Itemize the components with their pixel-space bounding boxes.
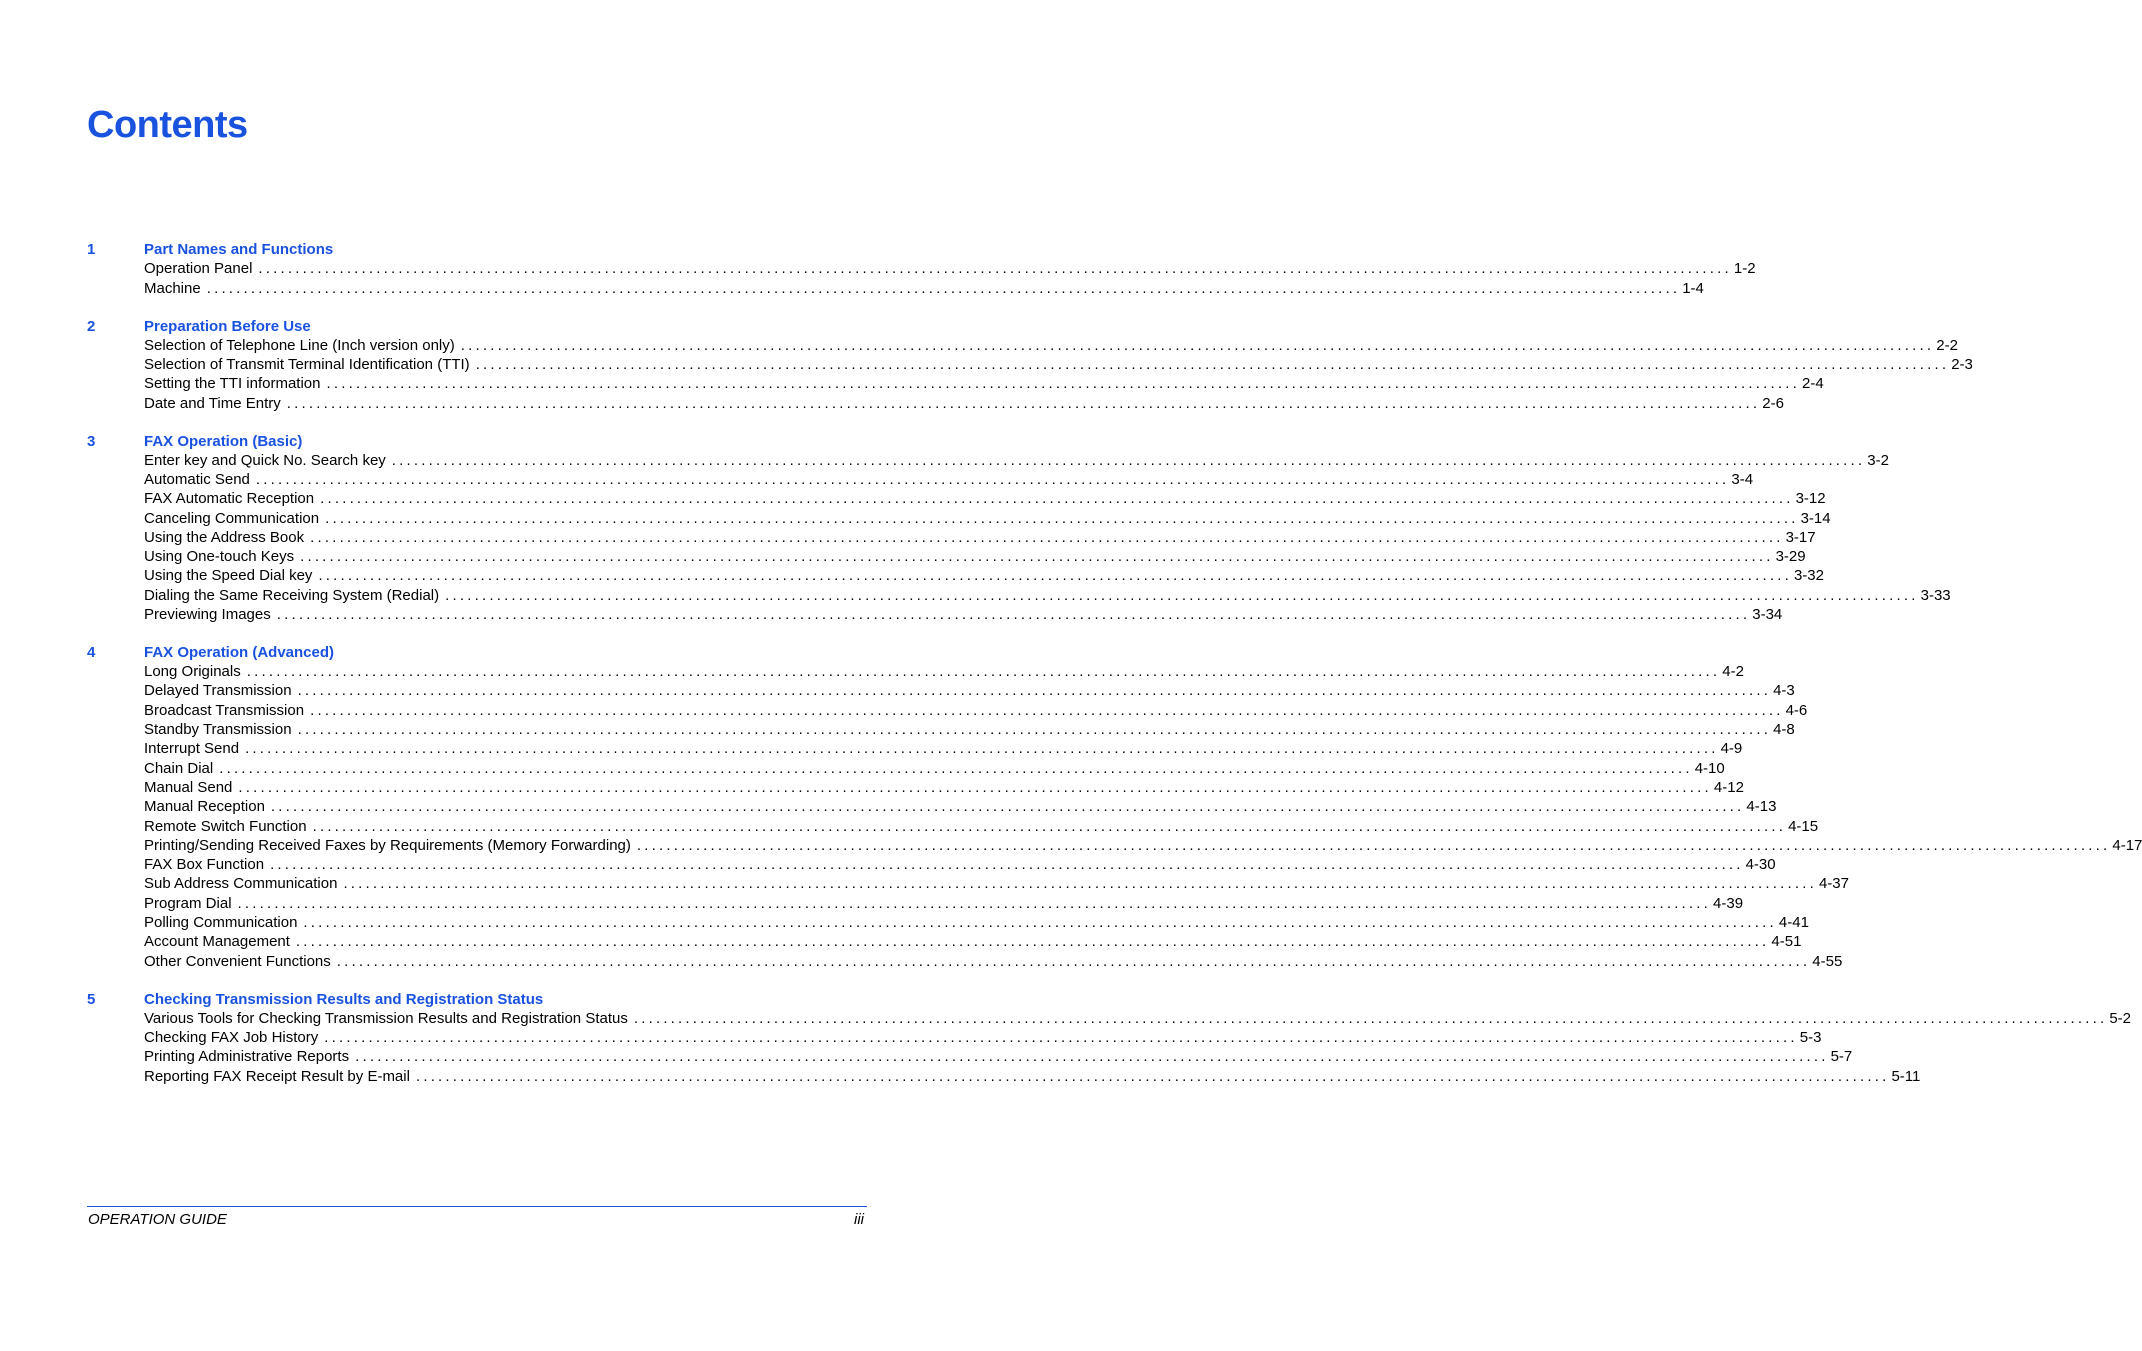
entry-title: Manual Reception	[144, 798, 265, 816]
entry-page-number: 4-9	[1720, 740, 1743, 758]
entry-page-number: 4-39	[1713, 894, 1744, 912]
entry-page-number: 3-4	[1731, 470, 1754, 488]
toc-entry-link[interactable]	[144, 778, 1744, 797]
footer-divider	[87, 1206, 867, 1207]
entry-page-number: 3-34	[1752, 606, 1783, 624]
entry-title: Selection of Telephone Line (Inch version only)	[144, 336, 455, 354]
toc-entry-link[interactable]	[144, 913, 1809, 932]
entry-title: Chain Dial	[144, 759, 214, 777]
entry-title: Standby Transmission	[144, 721, 292, 739]
dot-leader: ........................................................................................................................................................................................................	[336, 952, 1811, 970]
dot-leader: ........................................................................................................................................................................................................	[312, 817, 1787, 835]
dot-leader: ........................................................................................................................................................................................................	[326, 375, 1800, 393]
dot-leader: ........................................................................................................................................................................................................	[270, 856, 1744, 874]
chapter-number: 1	[87, 241, 96, 259]
toc-entry-link[interactable]	[144, 528, 1816, 547]
entry-title: Automatic Send	[144, 470, 250, 488]
dot-leader: ........................................................................................................................................................................................................	[391, 451, 1866, 469]
chapter-title: Checking Transmission Results and Registration Status	[144, 990, 544, 1008]
entry-page-number: 2-2	[1936, 336, 1958, 354]
entry-page-number: 5-3	[1799, 1028, 1822, 1046]
entry-page-number: 2-6	[1762, 394, 1784, 412]
dot-leader: ........................................................................................................................................................................................................	[237, 894, 1712, 912]
toc-entry-link[interactable]	[144, 605, 1783, 624]
chapter-heading-link[interactable]	[87, 431, 834, 450]
entry-title: Manual Send	[144, 778, 233, 796]
toc-entry-link[interactable]	[144, 355, 1973, 374]
chapter-number: 5	[87, 990, 96, 1008]
chapter-heading-link[interactable]	[87, 643, 834, 662]
entry-page-number: 3-17	[1785, 528, 1816, 546]
entry-title: Printing/Sending Received Faxes by Requirements (Memory Forwarding)	[144, 836, 631, 854]
footer-page-number: iii	[854, 1211, 864, 1228]
dot-leader: ........................................................................................................................................................................................................	[325, 509, 1799, 527]
entry-page-number: 4-10	[1694, 759, 1725, 777]
entry-title: Using One-touch Keys	[144, 548, 295, 566]
toc-entry-link[interactable]	[144, 662, 1744, 681]
page-title: Contents	[87, 104, 248, 146]
dot-leader: ........................................................................................................................................................................................................	[255, 470, 1730, 488]
dot-leader: ........................................................................................................................................................................................................	[460, 336, 1935, 354]
toc-entry-link[interactable]	[144, 470, 1754, 489]
entry-title: Remote Switch Function	[144, 817, 307, 835]
toc-entry-link[interactable]	[144, 855, 1776, 874]
entry-page-number: 4-30	[1745, 856, 1776, 874]
entry-page-number: 4-2	[1722, 663, 1744, 681]
entry-page-number: 4-12	[1713, 778, 1744, 796]
toc-entry-link[interactable]	[144, 509, 1831, 528]
entry-page-number: 4-51	[1771, 933, 1802, 951]
entry-title: Sub Address Communication	[144, 875, 338, 893]
toc-chapter	[87, 643, 2142, 971]
dot-leader: ........................................................................................................................................................................................................	[295, 933, 1770, 951]
toc-entry-link[interactable]	[144, 874, 1849, 893]
toc-chapter	[87, 240, 1756, 298]
entry-title: Previewing Images	[144, 606, 271, 624]
entry-page-number: 3-2	[1867, 451, 1889, 469]
chapter-title: FAX Operation (Advanced)	[144, 643, 335, 661]
entry-title: Reporting FAX Receipt Result by E-mail	[144, 1067, 410, 1085]
dot-leader: ........................................................................................................................................................................................................	[219, 759, 1693, 777]
dot-leader: ........................................................................................................................................................................................................	[238, 778, 1712, 796]
entry-page-number: 3-12	[1795, 490, 1826, 508]
toc-entry-link[interactable]	[144, 932, 1802, 951]
toc-entry-link[interactable]	[144, 797, 1777, 816]
chapter-number: 2	[87, 317, 96, 335]
dot-leader: ........................................................................................................................................................................................................	[245, 740, 1719, 758]
entry-page-number: 3-29	[1775, 548, 1806, 566]
toc-entry-link[interactable]	[144, 1067, 1921, 1086]
entry-title: FAX Box Function	[144, 856, 265, 874]
toc-entry-link[interactable]	[144, 739, 1743, 758]
entry-page-number: 1-2	[1733, 260, 1756, 278]
entry-page-number: 3-33	[1920, 586, 1951, 604]
dot-leader: ........................................................................................................................................................................................................	[636, 836, 2111, 854]
chapter-title: Part Names and Functions	[144, 241, 334, 259]
toc-entry-link[interactable]	[144, 374, 1824, 393]
entry-title: Account Management	[144, 933, 290, 951]
entry-title: FAX Automatic Reception	[144, 490, 315, 508]
toc-entry-link[interactable]	[144, 681, 1795, 700]
table-of-contents	[87, 240, 2142, 1104]
toc-entry-link[interactable]	[144, 1047, 1853, 1066]
entry-title: Canceling Communication	[144, 509, 320, 527]
chapter-title: Preparation Before Use	[144, 317, 311, 335]
dot-leader: ........................................................................................................................................................................................................	[475, 355, 1950, 373]
chapter-heading-link[interactable]	[87, 989, 834, 1008]
dot-leader: ........................................................................................................................................................................................................	[343, 875, 1817, 893]
dot-leader: ........................................................................................................................................................................................................	[415, 1067, 1890, 1085]
entry-title: Date and Time Entry	[144, 394, 281, 412]
dot-leader: ........................................................................................................................................................................................................	[300, 548, 1774, 566]
entry-page-number: 5-2	[2109, 1009, 2132, 1027]
chapter-title: FAX Operation (Basic)	[144, 432, 303, 450]
entry-title: Delayed Transmission	[144, 682, 292, 700]
toc-entry-link[interactable]	[144, 489, 1826, 508]
entry-page-number: 2-3	[1951, 355, 1973, 373]
entry-page-number: 3-32	[1793, 567, 1824, 585]
entry-title: Checking FAX Job History	[144, 1028, 319, 1046]
entry-title: Enter key and Quick No. Search key	[144, 451, 386, 469]
chapter-number: 4	[87, 643, 96, 661]
entry-page-number: 5-11	[1891, 1067, 1921, 1085]
dot-leader: ........................................................................................................................................................................................................	[320, 490, 1794, 508]
dot-leader: ........................................................................................................................................................................................................	[258, 260, 1732, 278]
entry-page-number: 2-4	[1801, 375, 1824, 393]
dot-leader: ........................................................................................................................................................................................................	[276, 606, 1751, 624]
entry-page-number: 4-6	[1785, 701, 1808, 719]
chapter-number: 3	[87, 432, 96, 450]
toc-entry-link[interactable]	[144, 1009, 2132, 1028]
entry-title: Setting the TTI information	[144, 375, 321, 393]
dot-leader: ........................................................................................................................................................................................................	[318, 567, 1792, 585]
entry-page-number: 4-55	[1812, 952, 1843, 970]
toc-entry-link[interactable]	[144, 894, 1744, 913]
toc-chapter	[87, 316, 1973, 412]
toc-entry-link[interactable]	[144, 279, 1704, 298]
toc-entry-link[interactable]	[144, 701, 1808, 720]
entry-title: Dialing the Same Receiving System (Redial)	[144, 586, 440, 604]
toc-entry-link[interactable]	[144, 720, 1795, 739]
entry-page-number: 3-14	[1800, 509, 1831, 527]
entry-title: Selection of Transmit Terminal Identification (TTI)	[144, 355, 470, 373]
entry-page-number: 4-15	[1788, 817, 1819, 835]
entry-title: Interrupt Send	[144, 740, 240, 758]
dot-leader: ........................................................................................................................................................................................................	[303, 914, 1777, 931]
toc-entry-link[interactable]	[144, 451, 1889, 470]
dot-leader: ........................................................................................................................................................................................................	[310, 528, 1784, 546]
toc-chapter	[87, 989, 2132, 1085]
chapter-heading-link[interactable]	[87, 316, 834, 335]
toc-entry-link[interactable]	[144, 817, 1819, 836]
dot-leader: ........................................................................................................................................................................................................	[355, 1048, 1829, 1066]
toc-entry-link[interactable]	[144, 394, 1784, 413]
dot-leader: ........................................................................................................................................................................................................	[206, 279, 1681, 297]
dot-leader: ........................................................................................................................................................................................................	[297, 721, 1772, 739]
chapter-heading-link[interactable]	[87, 240, 834, 259]
toc-entry-link[interactable]	[144, 586, 1951, 605]
dot-leader: ........................................................................................................................................................................................................	[324, 1028, 1798, 1046]
dot-leader: ........................................................................................................................................................................................................	[297, 682, 1772, 700]
entry-title: Operation Panel	[144, 260, 253, 278]
entry-title: Other Convenient Functions	[144, 952, 331, 970]
entry-title: Using the Address Book	[144, 528, 305, 546]
entry-page-number: 1-4	[1682, 279, 1704, 297]
entry-title: Program Dial	[144, 894, 232, 912]
dot-leader: ........................................................................................................................................................................................................	[270, 798, 1745, 816]
footer-guide-title: OPERATION GUIDE	[88, 1211, 227, 1228]
toc-chapter	[87, 431, 1951, 624]
entry-page-number: 4-37	[1818, 875, 1849, 893]
entry-page-number: 4-13	[1746, 798, 1777, 816]
dot-leader: ........................................................................................................................................................................................................	[286, 394, 1761, 412]
toc-entry-link[interactable]	[144, 547, 1806, 566]
toc-entry-link[interactable]	[144, 952, 1843, 971]
dot-leader: ........................................................................................................................................................................................................	[633, 1009, 2108, 1027]
entry-page-number: 5-7	[1830, 1048, 1853, 1066]
dot-leader: ........................................................................................................................................................................................................	[246, 663, 1721, 681]
entry-title: Polling Communication	[144, 914, 298, 931]
entry-page-number: 4-8	[1773, 721, 1795, 739]
entry-title: Long Originals	[144, 663, 241, 681]
entry-title: Broadcast Transmission	[144, 701, 305, 719]
toc-entry-link[interactable]	[144, 566, 1824, 585]
toc-entry-link[interactable]	[144, 259, 1756, 278]
entry-title: Using the Speed Dial key	[144, 567, 313, 585]
dot-leader: ........................................................................................................................................................................................................	[445, 586, 1919, 604]
toc-entry-link[interactable]	[144, 759, 1725, 778]
entry-title: Various Tools for Checking Transmission Results and Registration Status	[144, 1009, 628, 1027]
entry-page-number: 4-41	[1778, 914, 1809, 931]
toc-entry-link[interactable]	[144, 1028, 1822, 1047]
entry-page-number: 4-3	[1773, 682, 1795, 700]
toc-entry-link[interactable]	[144, 836, 2142, 855]
entry-title: Machine	[144, 279, 201, 297]
entry-title: Printing Administrative Reports	[144, 1048, 350, 1066]
dot-leader: ........................................................................................................................................................................................................	[310, 701, 1784, 719]
entry-page-number: 4-17	[2112, 836, 2142, 854]
toc-entry-link[interactable]	[144, 336, 1958, 355]
